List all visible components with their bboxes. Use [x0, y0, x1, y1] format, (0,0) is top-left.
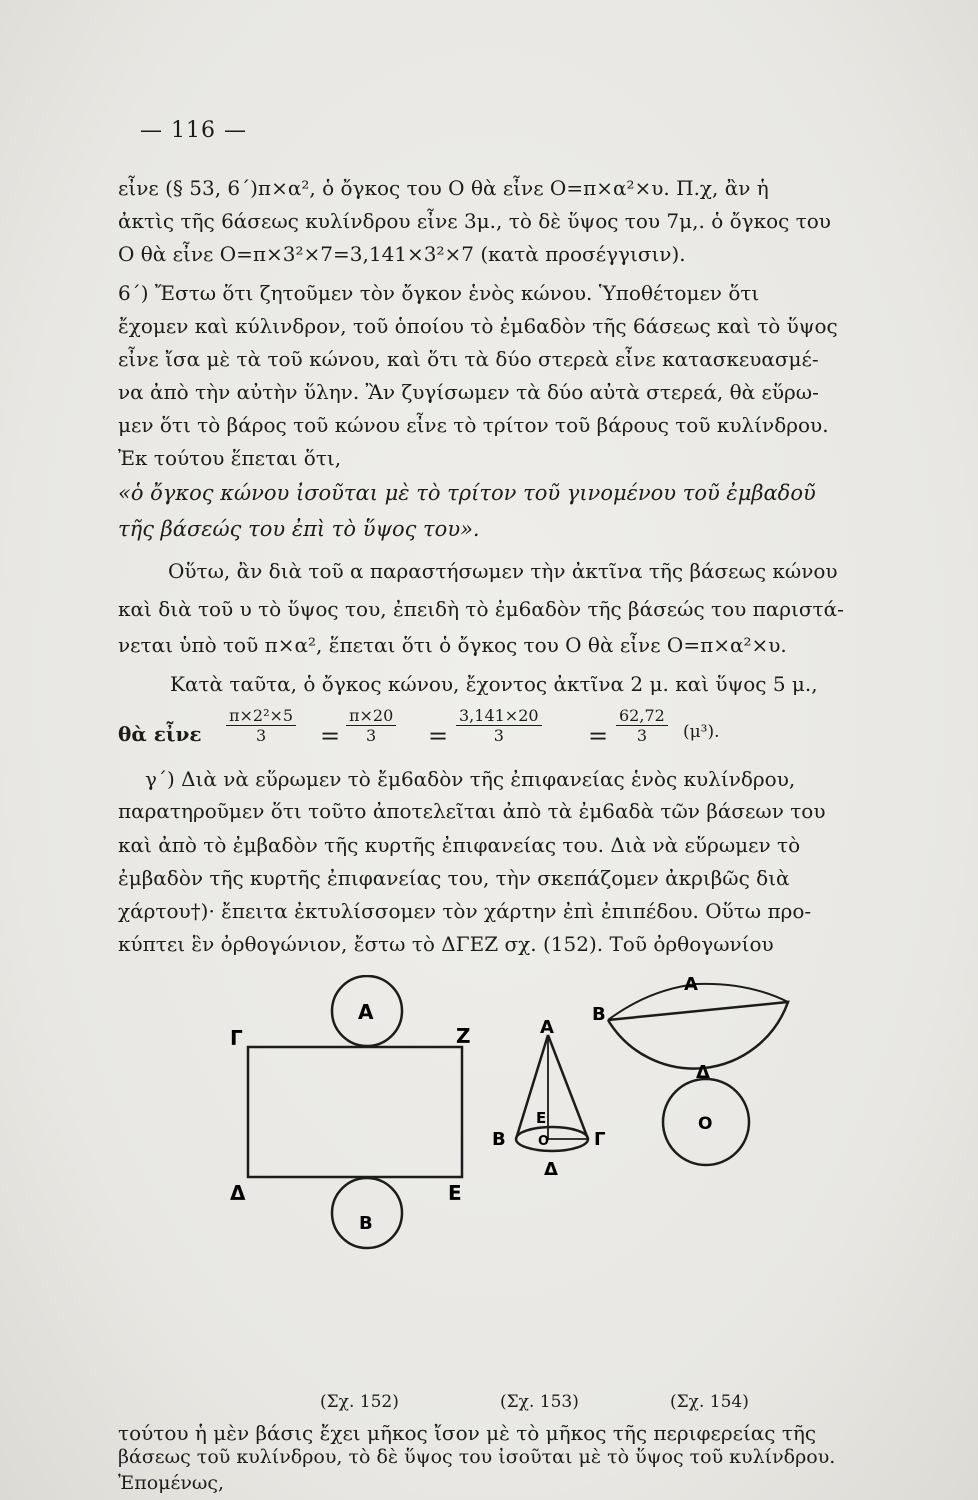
text-line: ἐμβαδὸν τῆς κυρτῆς ἐπιφανείας του, τὴν σκεπάζομεν ἀκριβῶς διὰ: [118, 866, 790, 890]
caption-fig-152: (Σχ. 152): [320, 1392, 399, 1412]
text-line: καὶ διὰ τοῦ υ τὸ ὕψος του, ἐπειδὴ τὸ ἐμ6αδὸν τῆς βάσεώς του παριστά-: [118, 597, 844, 621]
caption-fig-154: (Σχ. 154): [670, 1392, 749, 1412]
label-A: Α: [358, 1000, 374, 1024]
text-line: Ο θὰ εἶνε Ο=π×3²×7=3,141×3²×7 (κατὰ προσέγγισιν).: [118, 242, 686, 266]
text-line: να ἀπὸ τὴν αὐτὴν ὕλην. Ἂν ζυγίσωμεν τὰ δύο αὐτὰ στερεά, θὰ εὕρω-: [118, 380, 819, 404]
text-line: μεν ὅτι τὸ βάρος τοῦ κώνου εἶνε τὸ τρίτον τοῦ βάρους τοῦ κυλίνδρου.: [118, 413, 829, 437]
fraction-2-denominator: 3: [366, 726, 377, 745]
unrolled-rectangle: [248, 1047, 462, 1177]
fraction-4-numerator: 62,72: [616, 706, 668, 726]
text-line: ἀκτὶς τῆς 6άσεως κυλίνδρου εἶνε 3μ., τὸ δὲ ὕψος του 7μ,. ὁ ὄγκος του: [118, 209, 831, 233]
fraction-3-numerator: 3,141×20: [456, 706, 542, 726]
text-line: γ΄) Διὰ νὰ εὕρωμεν τὸ ἔμ6αδὸν τῆς ἐπιφανείας ἑνὸς κυλίνδρου,: [145, 767, 796, 791]
label-A: Α: [684, 974, 698, 995]
italic-rule-line: τῆς βάσεώς του ἐπὶ τὸ ὕψος του».: [118, 517, 480, 541]
label-D: Δ: [230, 1181, 246, 1205]
label-Z: Ζ: [456, 1024, 471, 1048]
equals-sign: =: [320, 722, 341, 750]
label-A: Α: [540, 1017, 554, 1038]
text-line: κύπτει ἓν ὀρθογώνιον, ἔστω τὸ ΔΓΕΖ σχ. (152). Τοῦ ὀρθογωνίου: [118, 932, 774, 956]
equals-sign: =: [428, 722, 449, 750]
label-E: Ε: [448, 1181, 462, 1205]
fraction-1-denominator: 3: [255, 726, 267, 745]
label-D: Δ: [696, 1062, 710, 1083]
label-E: Ε: [536, 1109, 547, 1127]
text-line: 6΄) Ἔστω ὅτι ζητοῦμεν τὸν ὄγκον ἑνὸς κώνου. Ὑποθέτομεν ὅτι: [118, 281, 760, 305]
fraction-1: [226, 706, 296, 745]
label-O: Ο: [538, 1134, 550, 1149]
caption-fig-153: (Σχ. 153): [500, 1392, 579, 1412]
fraction-2: [346, 706, 396, 745]
equals-sign: =: [588, 722, 609, 750]
fraction-1-numerator: π×2²×5: [226, 706, 296, 726]
label-B: Β: [592, 1004, 606, 1025]
fraction-3-denominator: 3: [493, 726, 504, 745]
fraction-2-numerator: π×20: [346, 706, 396, 726]
sector-arc: [608, 1002, 788, 1069]
fraction-4-denominator: 3: [636, 726, 647, 745]
italic-rule-line: «ὁ ὄγκος κώνου ἰσοῦται μὲ τὸ τρίτον τοῦ γινομένου τοῦ ἐμβαδοῦ: [118, 481, 816, 505]
text-line: εἶνε (§ 53, 6΄)π×α², ὁ ὄγκος του Ο θὰ εἶνε Ο=π×α²×υ. Π.χ, ἂν ἡ: [118, 176, 769, 200]
figure-152: [230, 975, 490, 1285]
formula-unit: (μ³).: [683, 722, 720, 742]
text-line: Ἐκ τούτου ἕπεται ὅτι,: [118, 446, 342, 470]
text-line: καὶ ἀπὸ τὸ ἐμβαδὸν τῆς κυρτῆς ἐπιφανείας του. Διὰ νὰ εὕρωμεν τὸ: [118, 833, 801, 857]
text-line: Ἐπομένως,: [118, 1472, 225, 1494]
text-line: παρατηροῦμεν ὅτι τοῦτο ἀποτελεῖται ἀπὸ τὰ ἐμ6αδὰ τῶν βάσεων του: [118, 799, 826, 823]
label-D: Δ: [544, 1159, 558, 1180]
text-line: Κατὰ ταῦτα, ὁ ὄγκος κώνου, ἔχοντος ἀκτῖνα 2 μ. καὶ ὕψος 5 μ.,: [170, 672, 818, 696]
text-line: τούτου ἡ μὲν βάσις ἔχει μῆκος ἴσον μὲ τὸ μῆκος τῆς περιφερείας τῆς: [118, 1421, 817, 1445]
figure-154: [588, 968, 818, 1198]
formula-label: θὰ εἶνε: [118, 722, 202, 746]
fraction-4: [616, 706, 668, 745]
label-G: Γ: [594, 1129, 606, 1150]
text-line: νεται ὑπὸ τοῦ π×α², ἕπεται ὅτι ὁ ὄγκος του Ο θὰ εἶνε Ο=π×α²×υ.: [118, 633, 787, 657]
cone-right-edge: [548, 1035, 588, 1139]
page-number: — 116 —: [140, 118, 247, 143]
text-line: Οὕτω, ἂν διὰ τοῦ α παραστήσωμεν τὴν ἀκτῖνα τῆς βάσεως κώνου: [168, 559, 838, 583]
text-line: χάρτου†)· ἔπειτα ἐκτυλίσσομεν τὸν χάρτην ἐπὶ ἐπιπέδου. Οὕτω προ-: [118, 899, 812, 923]
fraction-3: [456, 706, 542, 745]
text-line: ἔχομεν καὶ κύλινδρον, τοῦ ὁποίου τὸ ἐμ6αδὸν τῆς 6άσεως καὶ τὸ ὕψος: [118, 314, 838, 338]
sector-top-edge: [608, 984, 788, 1020]
label-O: Ο: [698, 1114, 713, 1134]
label-G: Γ: [230, 1026, 243, 1050]
label-B: Β: [359, 1213, 373, 1234]
label-B: Β: [492, 1129, 506, 1150]
text-line: εἶνε ἴσα μὲ τὰ τοῦ κώνου, καὶ ὅτι τὰ δύο στερεὰ εἶνε κατασκευασμέ-: [118, 347, 819, 371]
text-line: βάσεως τοῦ κυλίνδρου, τὸ δὲ ὕψος του ἰσοῦται μὲ τὸ ὕψος τοῦ κυλίνδρου.: [118, 1446, 836, 1468]
